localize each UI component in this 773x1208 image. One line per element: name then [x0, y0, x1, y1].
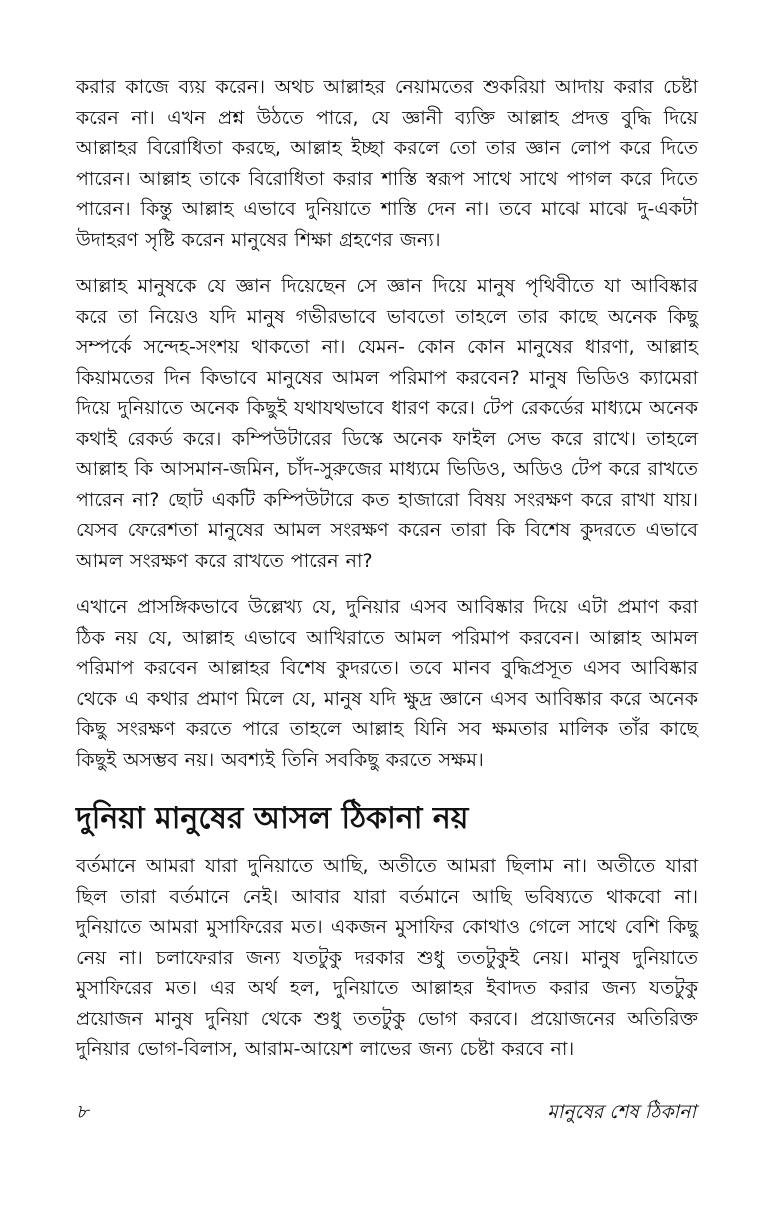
- paragraph: এখানে প্রাসঙ্গিকভাবে উল্লেখ্য যে, দুনিয়ার এসব আবিষ্কার দিয়ে এটা প্রমাণ করা ঠিক নয় যে, আল্লাহ এভাবে আখিরাতে আমল পরিমাপ করবেন। আল্লাহ আমল পরিমাপ করবেন আল্লাহর বিশেষ কুদরতে। তবে মানব বুদ্ধিপ্রসূত এসব আবিষ্কার থেকে এ কথার প্রমাণ মিলে যে, মানুষ যদি ক্ষুদ্র জ্ঞানে এসব আবিষ্কার করে অনেক কিছু সংরক্ষণ করতে পারে তাহলে আল্লাহ যিনি সব ক্ষমতার মালিক তাঁর কাছে কিছুই অসম্ভব নয়। অবশ্যই তিনি সবকিছু করতে সক্ষম।: [76, 596, 698, 771]
- paragraph: আল্লাহ মানুষকে যে জ্ঞান দিয়েছেন সে জ্ঞান দিয়ে মানুষ পৃথিবীতে যা আবিষ্কার করে তা নিয়েও যদি মানুষ গভীরভাবে ভাবতো তাহলে তার কাছে অনেক কিছু সম্পর্কে সন্দেহ-সংশয় থাকতো না। যেমন- কোন কোন মানুষের ধারণা, আল্লাহ কিয়ামতের দিন কিভাবে মানুষের আমল পরিমাপ করবেন? মানুষ ভিডিও ক্যামেরা দিয়ে দুনিয়াতে অনেক কিছুই যথাযথভাবে ধারণ করে। টেপ রেকর্ডের মাধ্যমে অনেক কথাই রেকর্ড করে। কম্পিউটারের ডিস্কে অনেক ফাইল সেভ করে রাখে। তাহলে আল্লাহ কি আসমান-জমিন, চাঁদ-সুরুজের মাধ্যমে ভিডিও, অডিও টেপ করে রাখতে পারেন না? ছোট একটি কম্পিউটারে কত হাজারো বিষয় সংরক্ষণ করে রাখা যায়। যেসব ফেরেশতা মানুষের আমল সংরক্ষণ করেন তারা কি বিশেষ কুদরতে এভাবে আমল সংরক্ষণ করে রাখতে পারেন না?: [76, 275, 698, 572]
- page-number: ৮: [76, 1101, 89, 1123]
- paragraph: করার কাজে ব্যয় করেন। অথচ আল্লাহর নেয়ামতের শুকরিয়া আদায় করার চেষ্টা করেন না। এখন প্রশ্ন উঠতে পারে, যে জ্ঞানী ব্যক্তি আল্লাহ প্রদত্ত বুদ্ধি দিয়ে আল্লাহর বিরোধিতা করছে, আল্লাহ ইচ্ছা করলে তো তার জ্ঞান লোপ করে দিতে পারেন। আল্লাহ তাকে বিরোধিতা করার শাস্তি স্বরূপ সাথে সাথে পাগল করে দিতে পারেন। কিন্তু আল্লাহ এভাবে দুনিয়াতে শাস্তি দেন না। তবে মাঝে মাঝে দু-একটা উদাহরণ সৃষ্টি করেন মানুষের শিক্ষা গ্রহণের জন্য।: [76, 76, 698, 251]
- running-title: মানুষের শেষ ঠিকানা: [547, 1101, 696, 1123]
- page-footer: [76, 1094, 696, 1128]
- section-heading: দুনিয়া মানুষের আসল ঠিকানা নয়: [76, 801, 469, 836]
- page-body: [76, 72, 698, 1081]
- paragraph: বর্তমানে আমরা যারা দুনিয়াতে আছি, অতীতে আমরা ছিলাম না। অতীতে যারা ছিল তারা বর্তমানে নেই। আবার যারা বর্তমানে আছি ভবিষ্যতে থাকবো না। দুনিয়াতে আমরা মুসাফিরের মত। একজন মুসাফির কোথাও গেলে সাথে বেশি কিছু নেয় না। চলাফেরার জন্য যতটুকু দরকার শুধু ততটুকুই নেয়। মানুষ দুনিয়াতে মুসাফিরের মত। এর অর্থ হল, দুনিয়াতে আল্লাহর ইবাদত করার জন্য যতটুকু প্রয়োজন মানুষ দুনিয়া থেকে শুধু ততটুকু ভোগ করবে। প্রয়োজনের অতিরিক্ত দুনিয়ার ভোগ-বিলাস, আরাম-আয়েশ লাভের জন্য চেষ্টা করবে না।: [76, 855, 698, 1060]
